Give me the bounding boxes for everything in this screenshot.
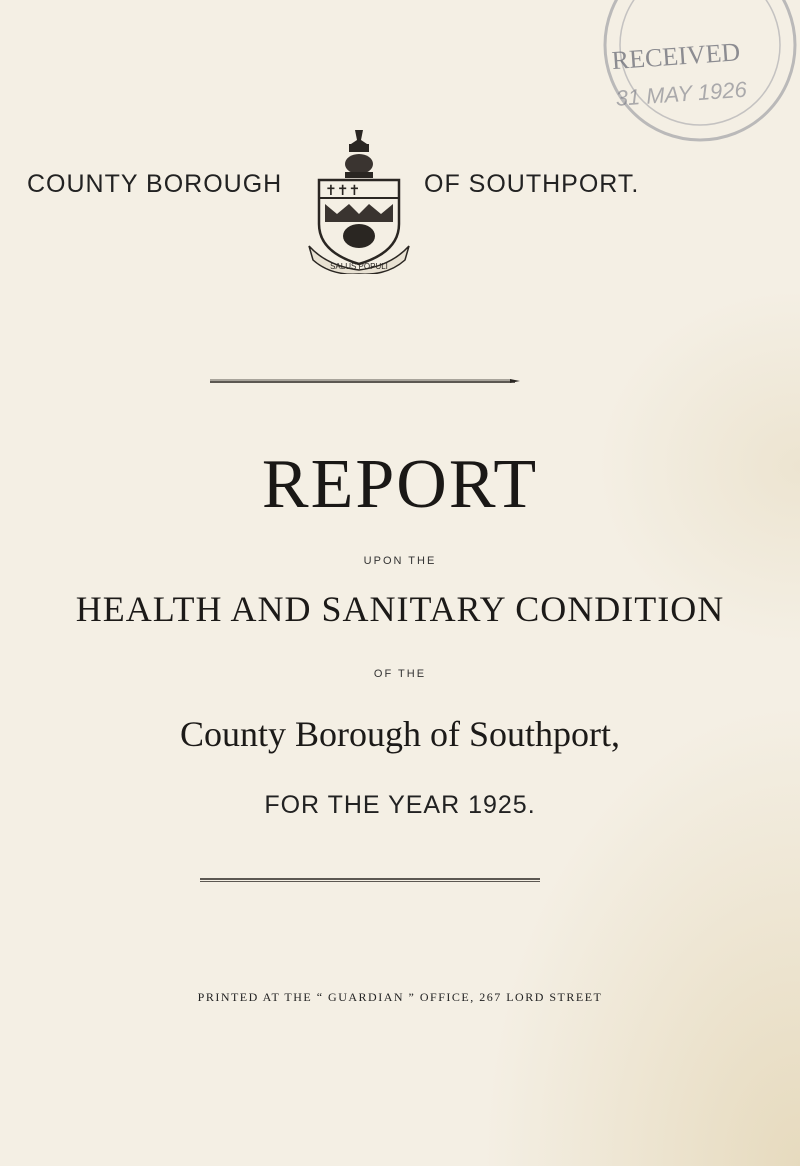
upon-the-label: UPON THE: [363, 555, 437, 567]
svg-text:✝✝✝: ✝✝✝: [325, 183, 361, 199]
report-subject: HEALTH AND SANITARY CONDITION: [75, 589, 725, 629]
borough-crest-icon: [307, 124, 411, 274]
place-name: County Borough of Southport,: [179, 714, 620, 754]
stamp-line-2: 31 MAY 1926: [614, 76, 748, 111]
printer-imprint: PRINTED AT THE “ GUARDIAN ” OFFICE, 267 LORD STREET: [197, 990, 603, 1004]
decorative-rule-bottom: [200, 877, 540, 883]
received-stamp: [580, 0, 800, 150]
report-title: REPORT: [261, 446, 539, 523]
decorative-rule-top: [210, 378, 520, 384]
report-year: FOR THE YEAR 1925.: [264, 791, 536, 819]
header-county-borough: COUNTY BOROUGH: [27, 170, 283, 198]
header-of-southport: OF SOUTHPORT.: [424, 170, 640, 198]
stamp-line-1: RECEIVED: [610, 37, 742, 76]
of-the-label: OF THE: [373, 668, 427, 680]
crest-motto: SALUS POPULI: [330, 262, 388, 271]
